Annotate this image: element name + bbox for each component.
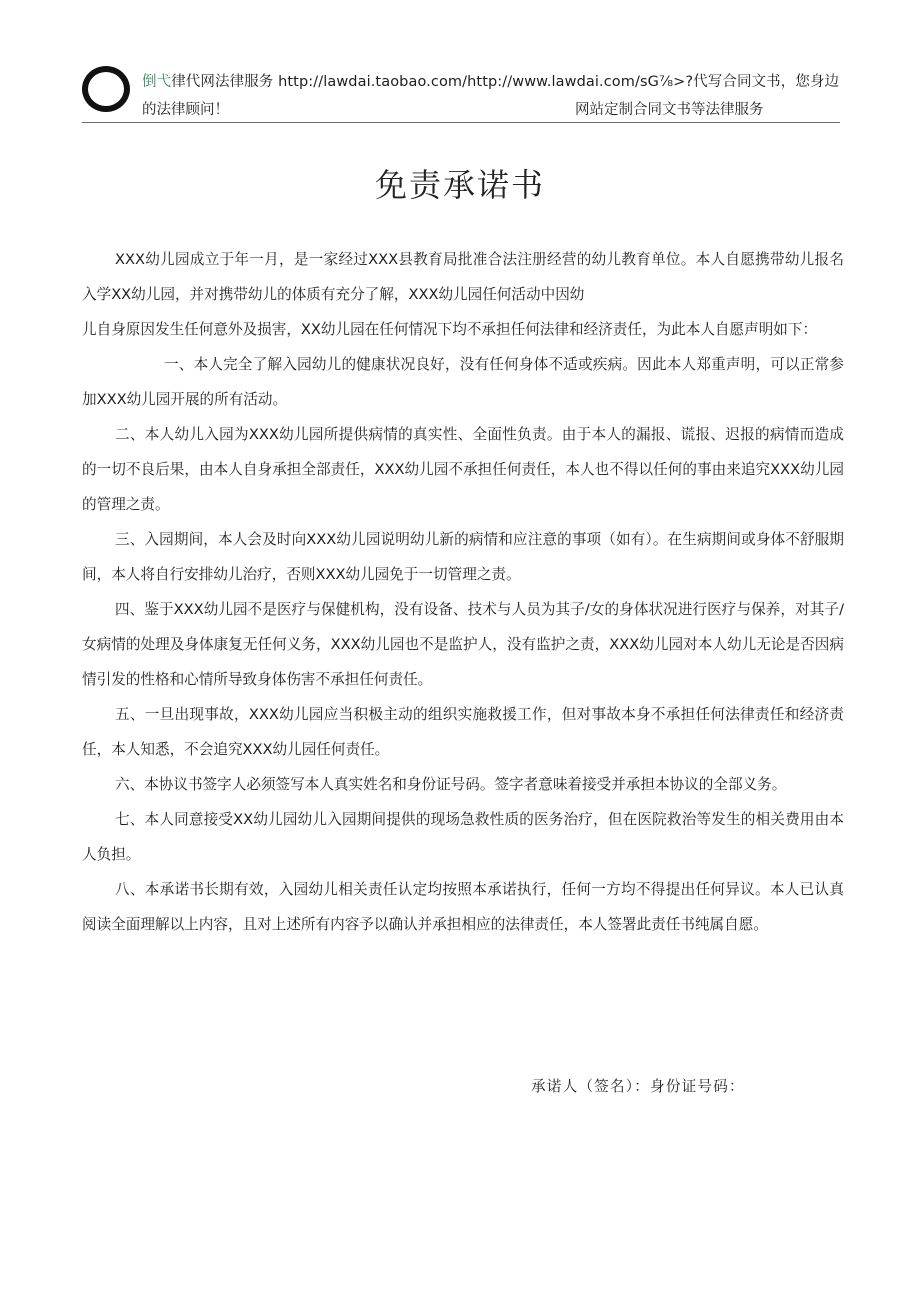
paragraph-intro-tail: 儿自身原因发生任何意外及损害，XX幼儿园在任何情况下均不承担任何法律和经济责任，为此本人自愿声明如下： xyxy=(82,321,818,338)
signature-line: 承诺人（签名）：身份证号码： xyxy=(531,1078,745,1095)
header-brand: 倒弋 xyxy=(142,74,172,90)
header-line-2-left: 的法律顾问！ xyxy=(142,102,229,118)
circle-logo-icon xyxy=(82,66,130,112)
paragraph-intro: XXX幼儿园成立于年一月，是一家经过XXX县教育局批准合法注册经营的幼儿教育单位。本人自愿携带幼儿报名入学XX幼儿园，并对携带幼儿的体质有充分了解，XXX幼儿园任何活动中因幼 xyxy=(82,251,844,303)
header-line-1 xyxy=(142,70,839,91)
paragraph-item-8: 八、本承诺书长期有效，入园幼儿相关责任认定均按照本承诺执行，任何一方均不得提出任何异议。本人已认真阅读全面理解以上内容，且对上述所有内容予以确认并承担相应的法律责任，本人签署此责任书纯属自愿。 xyxy=(82,881,844,933)
paragraph-item-2: 二、本人幼儿入园为XXX幼儿园所提供病情的真实性、全面性负责。由于本人的漏报、谎报、迟报的病情而造成的一切不良后果，由本人自身承担全部责任，XXX幼儿园不承担任何责任，本人也不得以任何的事由来追究XXX幼儿园的管理之责。 xyxy=(82,426,844,513)
header-line-2-right: 网站定制合同文书等法律服务 xyxy=(575,102,764,118)
paragraph-item-1: 一、本人完全了解入园幼儿的健康状况良好，没有任何身体不适或疾病。因此本人郑重声明，可以正常参加XXX幼儿园开展的所有活动。 xyxy=(82,356,844,408)
document-header xyxy=(82,64,840,123)
paragraph-item-5: 五、一旦出现事故，XXX幼儿园应当积极主动的组织实施救援工作，但对事故本身不承担任何法律责任和经济责任，本人知悉，不会追究XXX幼儿园任何责任。 xyxy=(82,706,844,758)
paragraph-item-4: 四、鉴于XXX幼儿园不是医疗与保健机构，没有设备、技术与人员为其子/女的身体状况进行医疗与保养，对其子/女病情的处理及身体康复无任何义务，XXX幼儿园也不是监护人，没有监护之责，XXX幼儿园对本人幼儿无论是否因病情引发的性格和心情所导致身体伤害不承担任何责任。 xyxy=(82,601,844,688)
header-url-text: 律代网法律服务 http://lawdai.taobao.com/http://www.lawdai.com/sG⅞>?代写合同文书，您身边 xyxy=(171,74,840,90)
paragraph-item-3: 三、入园期间，本人会及时向XXX幼儿园说明幼儿新的病情和应注意的事项（如有）。在生病期间或身体不舒服期间，本人将自行安排幼儿治疗，否则XXX幼儿园免于一切管理之责。 xyxy=(82,531,844,583)
document-body xyxy=(82,242,844,942)
paragraph-item-6: 六、本协议书签字人必须签写本人真实姓名和身份证号码。签字者意味着接受并承担本协议的全部义务。 xyxy=(115,776,787,793)
document-title: 免责承诺书 xyxy=(374,166,545,204)
paragraph-item-7: 七、本人同意接受XX幼儿园幼儿入园期间提供的现场急救性质的医务治疗，但在医院救治等发生的相关费用由本人负担。 xyxy=(82,811,844,863)
